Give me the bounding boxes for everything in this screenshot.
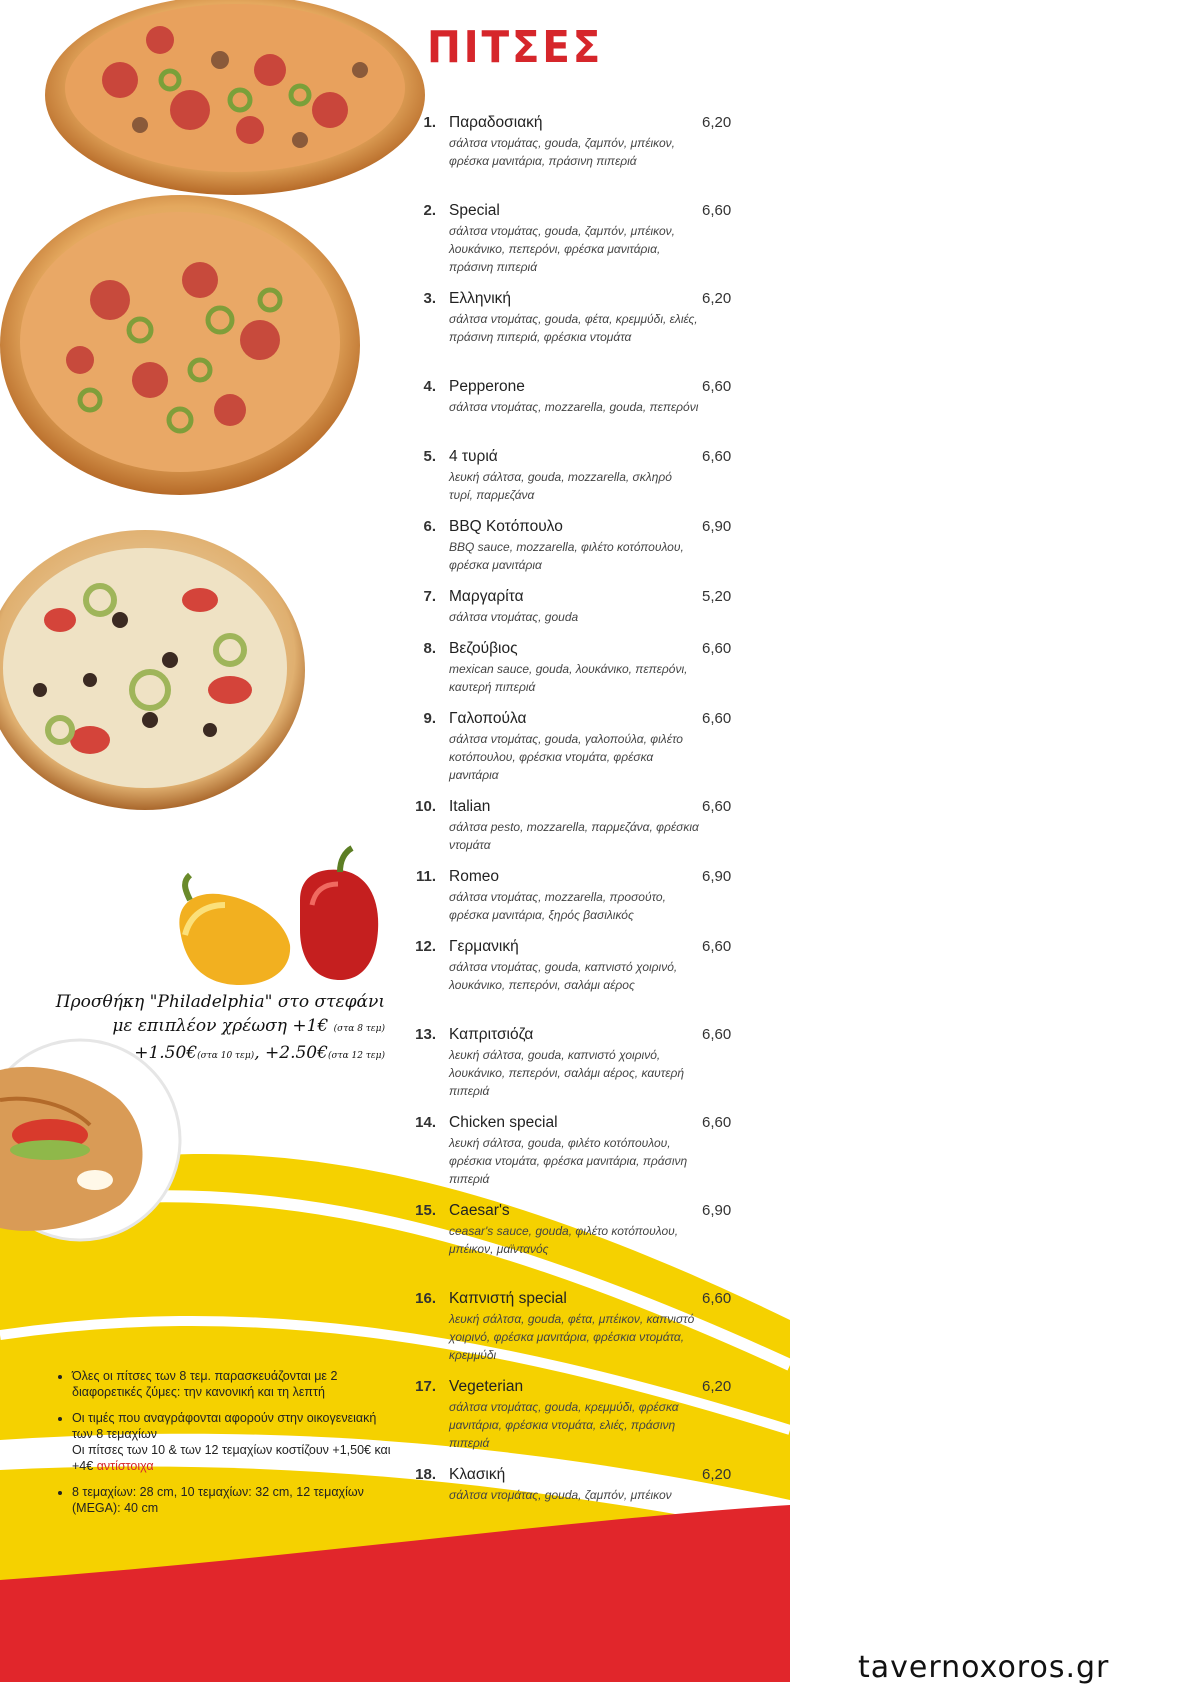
item-number: 11. — [415, 868, 436, 885]
item-description: λευκή σάλτσα, gouda, mozzarella, σκληρό τυρί, παρμεζάνα — [449, 470, 672, 502]
item-price: 6,20 — [702, 1378, 732, 1395]
promo-price-10: +1.50€ — [134, 1043, 198, 1063]
item-name: Γαλοπούλα — [449, 710, 527, 727]
item-description: BBQ sauce, mozzarella, φιλέτο κοτόπουλου, φρέσκα μανιτάρια — [449, 540, 684, 572]
item-name: Pepperone — [449, 378, 525, 395]
page-title: ΠΙΤΣΕΣ — [427, 22, 604, 73]
pizza-image-1 — [45, 0, 425, 195]
item-description: σάλτσα ντομάτας, gouda, ζαμπόν, μπέικον — [449, 1488, 672, 1502]
promo-line-1: Προσθήκη "Philadelphia" στο στεφάνι — [55, 992, 385, 1012]
item-price: 6,60 — [702, 798, 732, 815]
note-prices-text: • Οι τιμές που αναγράφονται αφορούν στην οικογενειακή των 8 τεμαχίων — [72, 1411, 377, 1441]
item-description: σάλτσα pesto, mozzarella, παρμεζάνα, φρέσκια ντομάτα — [449, 820, 699, 852]
item-price: 5,20 — [702, 588, 732, 605]
item-description: mexican sauce, gouda, λουκάνικο, πεπερόνι, καυτερή πιπεριά — [449, 662, 688, 694]
item-description: σάλτσα ντομάτας, mozzarella, προσούτο, φρέσκα μανιτάρια, ξηρός βασιλικός — [449, 890, 666, 922]
peppers-image — [179, 848, 378, 985]
item-number: 2. — [423, 202, 436, 219]
note-prices-extra — [72, 1442, 399, 1474]
item-number: 18. — [415, 1466, 436, 1483]
item-price: 6,60 — [702, 378, 732, 395]
promo-line-3 — [40, 1041, 385, 1068]
item-price: 6,90 — [702, 868, 732, 885]
item-description: ceasar's sauce, gouda, φιλέτο κοτόπουλου, μπέικον, μαϊντανός — [449, 1224, 679, 1256]
item-name: Βεζούβιος — [449, 640, 518, 657]
item-name: Γερμανική — [449, 938, 519, 955]
item-number: 3. — [423, 290, 436, 307]
item-number: 15. — [415, 1202, 436, 1219]
pizza-image-3 — [0, 530, 305, 810]
item-number: 9. — [423, 710, 436, 727]
item-name: Caesar's — [449, 1202, 510, 1219]
item-price: 6,60 — [702, 448, 732, 465]
item-description: σάλτσα ντομάτας, gouda, κρεμμύδι, φρέσκα μανιτάρια, φρέσκια ντομάτα, ελιές, πράσινη πιπεριά — [449, 1400, 679, 1450]
item-name: Παραδοσιακή — [449, 114, 543, 131]
note-prices-respectively: αντίστοιχα — [96, 1459, 154, 1473]
site-watermark: tavernoxoros.gr — [858, 1650, 1110, 1685]
item-number: 10. — [415, 798, 436, 815]
note-dough: • Όλες οι πίτσες των 8 τεμ. παρασκευάζονται με 2 διαφορετικές ζύμες: την κανονική και τη λεπτή — [72, 1368, 399, 1400]
promo-line-2-text: με επιπλέον χρέωση +1€ — [112, 1016, 329, 1036]
item-description: σάλτσα ντομάτας, mozzarella, gouda, πεπερόνι — [449, 400, 699, 414]
item-number: 7. — [423, 588, 436, 605]
promo-price-12: , +2.50€ — [254, 1043, 328, 1063]
pizza-image-2 — [0, 195, 360, 495]
calzone-image — [0, 1040, 180, 1240]
item-number: 1. — [423, 114, 436, 131]
promo-line-2-note: (στα 8 τεμ) — [333, 1024, 385, 1034]
item-price: 6,20 — [702, 114, 732, 131]
promo-price-12-note: (στα 12 τεμ) — [327, 1051, 385, 1061]
item-name: Καπνιστή special — [449, 1290, 567, 1307]
item-description: λευκή σάλτσα, gouda, φέτα, μπέικον, καπνιστό χοιρινό, φρέσκα μανιτάρια, φρέσκια ντομάτα, κρεμμύδι — [449, 1312, 695, 1362]
item-name: Romeo — [449, 868, 499, 885]
item-price: 6,60 — [702, 1114, 732, 1131]
item-number: 8. — [423, 640, 436, 657]
item-price: 6,60 — [702, 938, 732, 955]
item-name: Chicken special — [449, 1114, 558, 1131]
item-name: BBQ Κοτόπουλο — [449, 518, 563, 535]
item-name: 4 τυριά — [449, 448, 498, 465]
item-price: 6,60 — [702, 640, 732, 657]
item-price: 6,20 — [702, 1466, 732, 1483]
item-number: 12. — [415, 938, 436, 955]
note-prices — [72, 1410, 399, 1474]
item-name: Italian — [449, 798, 491, 815]
item-description: λευκή σάλτσα, gouda, καπνιστό χοιρινό, λουκάνικο, πεπερόνι, σαλάμι αέρος, καυτερή πιπεριά — [449, 1048, 685, 1098]
item-description: σάλτσα ντομάτας, gouda, φέτα, κρεμμύδι, ελιές, πράσινη πιπεριά, φρέσκια ντομάτα — [449, 312, 698, 344]
philadelphia-promo — [40, 990, 385, 1068]
item-description: σάλτσα ντομάτας, gouda, γαλοπούλα, φιλέτο κοτόπουλου, φρέσκια ντομάτα, φρέσκα μανιτάρια — [449, 732, 683, 782]
item-name: Κλασική — [449, 1466, 506, 1483]
item-number: 6. — [423, 518, 436, 535]
item-price: 6,90 — [702, 518, 732, 535]
note-sizes: • 8 τεμαχίων: 28 cm, 10 τεμαχίων: 32 cm, 12 τεμαχίων (MEGA): 40 cm — [72, 1484, 399, 1516]
item-price: 6,60 — [702, 1026, 732, 1043]
item-name: Vegeterian — [449, 1378, 524, 1395]
item-description: σάλτσα ντομάτας, gouda — [449, 610, 579, 624]
item-number: 14. — [415, 1114, 436, 1131]
item-name: Μαργαρίτα — [449, 588, 524, 605]
item-price: 6,90 — [702, 1202, 732, 1219]
item-number: 5. — [423, 448, 436, 465]
item-description: σάλτσα ντομάτας, gouda, καπνιστό χοιρινό, λουκάνικο, πεπερόνι, σαλάμι αέρος — [449, 960, 678, 992]
item-number: 13. — [415, 1026, 436, 1043]
item-description: σάλτσα ντομάτας, gouda, ζαμπόν, μπέικον, λουκάνικο, πεπερόνι, φρέσκα μανιτάρια, πράσινη πιπεριά — [449, 224, 676, 274]
menu-notes — [54, 1368, 399, 1526]
item-name: Ελληνική — [449, 290, 512, 307]
item-price: 6,60 — [702, 202, 732, 219]
item-price: 6,60 — [702, 1290, 732, 1307]
item-number: 4. — [423, 378, 436, 395]
item-name: Special — [449, 202, 500, 219]
item-description: σάλτσα ντομάτας, gouda, ζαμπόν, μπέικον, φρέσκα μανιτάρια, πράσινη πιπεριά — [449, 136, 676, 168]
item-name: Καπριτσιόζα — [449, 1026, 534, 1043]
promo-line-2 — [40, 1014, 385, 1041]
item-number: 17. — [415, 1378, 436, 1395]
item-description: λευκή σάλτσα, gouda, φιλέτο κοτόπουλου, φρέσκια ντομάτα, φρέσκα μανιτάρια, πράσινη πιπεριά — [449, 1136, 688, 1186]
note-prices-extra-text: Οι πίτσες των 10 & των 12 τεμαχίων κοστίζουν +1,50€ και +4€ — [72, 1443, 391, 1473]
promo-price-10-note: (στα 10 τεμ) — [197, 1051, 255, 1061]
item-number: 16. — [415, 1290, 436, 1307]
item-price: 6,60 — [702, 710, 732, 727]
item-price: 6,20 — [702, 290, 732, 307]
